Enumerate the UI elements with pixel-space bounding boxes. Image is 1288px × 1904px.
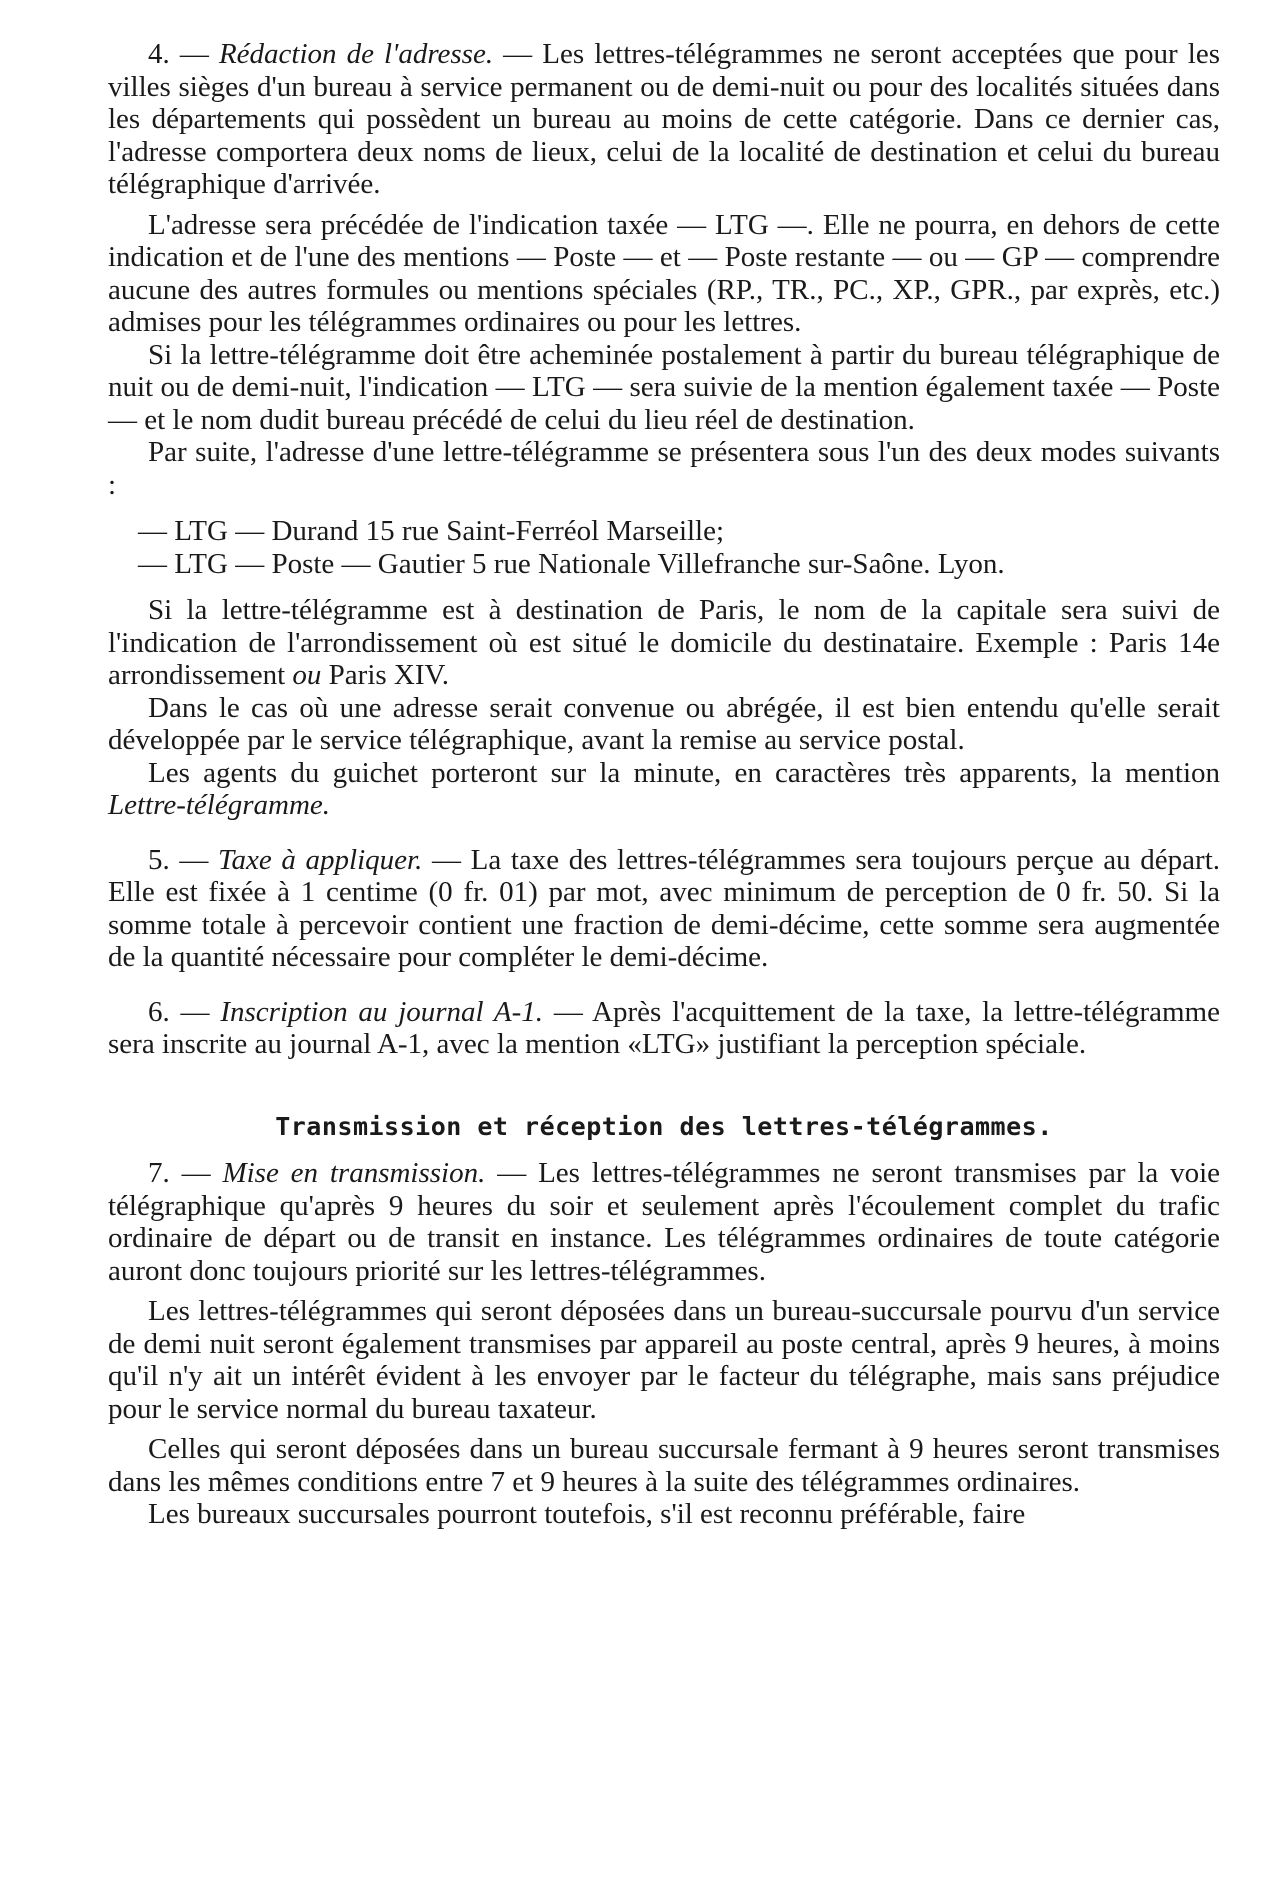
section-7-title: Mise en transmission. (222, 1157, 486, 1189)
paragraph-address-modes: Par suite, l'adresse d'une lettre-télégramme se présentera sous l'un des deux modes suivants : (108, 436, 1220, 501)
paragraph-branch-offices: Les bureaux succursales pourront toutefois, s'il est reconnu préférable, faire (148, 1498, 1026, 1530)
paragraph-paris-destination (108, 594, 1220, 692)
paragraph-address-indication: L'adresse sera précédée de l'indication taxée — LTG —. Elle ne pourra, en dehors de cette indication et de l'une des mentions — Poste — et — Poste restante — ou — GP — comprendre aucune des autres formules ou mentions spéciales (RP., TR., PC., XP., GPR., par exprès, etc.) admises pour les télégrammes ordinaires ou pour les lettres. (108, 208, 1220, 338)
section-5-paragraph: 5. — Taxe à appliquer. — La taxe des lettres-télégrammes sera toujours perçue au départ. Elle est fixée à 1 centime (0 fr. 01) par mot, avec minimum de perception de 0 fr. 50. Si la somme totale à percevoir contient une fraction de demi-décime, cette somme sera augmentée de la quantité nécessaire pour compléter le demi-décime. (108, 843, 1221, 973)
agents-mention: Lettre-télégramme. (108, 789, 331, 821)
paris-text-after: Paris XIV. (321, 659, 449, 691)
address-example-2: — LTG — Poste — Gautier 5 rue Nationale Villefranche sur-Saône. Lyon. (138, 547, 1005, 580)
section-6-title: Inscription au journal A-1. (220, 995, 544, 1028)
section-4-text: Les lettres-télégrammes ne seront acceptées que pour les villes sièges d'un bureau à service permanent ou de demi-nuit ou pour des localités situées dans les départements qui possèdent un bureau au moins de cette catégorie. Dans ce dernier cas, l'adresse comportera deux noms de lieux, celui de la localité de destination et celui du bureau télégraphique d'arrivée. (108, 38, 1221, 200)
section-7-paragraph: 7. — Mise en transmission. — Les lettres-télégrammes ne seront transmises par la voie télégraphique qu'après 9 heures du soir et seulement après l'écoulement complet du trafic ordinaire de départ ou de transit en instance. Les télégrammes ordinaires de toute catégorie auront donc toujours priorité sur les lettres-télégrammes. (108, 1157, 1221, 1287)
section-4-title: Rédaction de l'adresse. (218, 38, 494, 70)
paragraph-counter-agents (108, 757, 1220, 822)
section-7-number: 7. (148, 1157, 170, 1189)
paragraph-abbreviated-address: Dans le cas où une adresse serait convenue ou abrégée, il est bien entendu qu'elle serait développée par le service télégraphique, avant la remise au service postal. (108, 691, 1220, 756)
section-heading: Transmission et réception des lettres-télégrammes. (275, 1111, 1053, 1141)
address-example-1: — LTG — Durand 15 rue Saint-Ferréol Marseille; (138, 515, 725, 547)
section-5-title: Taxe à appliquer. (218, 843, 423, 876)
document-page (108, 38, 1220, 1531)
section-6-text: Après l'acquittement de la taxe, la lettre-télégramme sera inscrite au journal A-1, avec la mention «LTG» justifiant la perception spéciale. (108, 995, 1220, 1060)
paragraph-half-night-service: Les lettres-télégrammes qui seront déposées dans un bureau-succursale pourvu d'un service de demi nuit seront également transmises par appareil au poste central, après 9 heures, à moins qu'il n'y ait un intérêt évident à les envoyer par le facteur du télégraphe, mais sans préjudice pour le service normal du bureau taxateur. (108, 1295, 1220, 1425)
section-7-text: Les lettres-télégrammes ne seront transmises par la voie télégraphique qu'après 9 heures du soir et seulement après l'écoulement complet du trafic ordinaire de départ ou de transit en instance. Les télégrammes ordinaires de toute catégorie auront donc toujours priorité sur les lettres-télégrammes. (108, 1157, 1221, 1287)
section-6-paragraph: 6. — Inscription au journal A-1. — Après l'acquittement de la taxe, la lettre-télégramme sera inscrite au journal A-1, avec la mention «LTG» justifiant la perception spéciale. (108, 995, 1220, 1060)
agents-text-before: Les agents du guichet porteront sur la minute, en caractères très apparents, la mention (148, 756, 1220, 789)
paris-text-before: Si la lettre-télégramme est à destination de Paris, le nom de la capitale sera suivi de l'indication de l'arrondissement où est situé le domicile du destinataire. Exemple : Paris 14e arrondissement (108, 594, 1220, 691)
section-4-number: 4. (148, 38, 170, 70)
paris-text-or: ou (292, 659, 322, 691)
section-5-text: La taxe des lettres-télégrammes sera toujours perçue au départ. Elle est fixée à 1 centime (0 fr. 01) par mot, avec minimum de perception de 0 fr. 50. Si la somme totale à percevoir contient une fraction de demi-décime, cette somme sera augmentée de la quantité nécessaire pour compléter le demi-décime. (108, 843, 1221, 973)
paragraph-nine-hour-closing: Celles qui seront déposées dans un bureau succursale fermant à 9 heures seront transmises dans les mêmes conditions entre 7 et 9 heures à la suite des télégrammes ordinaires. (108, 1433, 1220, 1498)
section-4-paragraph: 4. — Rédaction de l'adresse. — Les lettres-télégrammes ne seront acceptées que pour les villes sièges d'un bureau à service permanent ou de demi-nuit ou pour des localités situées dans les départements qui possèdent un bureau au moins de cette catégorie. Dans ce dernier cas, l'adresse comportera deux noms de lieux, celui de la localité de destination et celui du bureau télégraphique d'arrivée. (108, 38, 1221, 200)
paragraph-postal-routing: Si la lettre-télégramme doit être acheminée postalement à partir du bureau télégraphique de nuit ou de demi-nuit, l'indication — LTG — sera suivie de la mention également taxée — Poste — et le nom dudit bureau précédé de celui du lieu réel de destination. (108, 338, 1220, 436)
section-6-number: 6. (148, 995, 170, 1028)
section-5-number: 5. (148, 843, 170, 876)
